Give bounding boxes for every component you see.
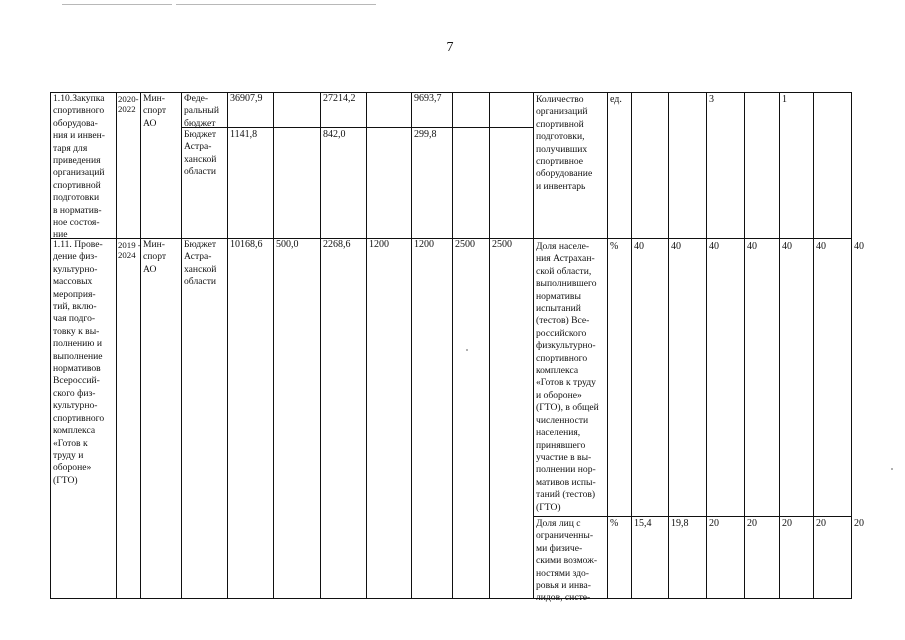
indicator-2020-cell: 40 (709, 241, 719, 252)
indicator-base-cell: 40 (634, 241, 644, 252)
table-rule (140, 92, 141, 599)
indicator-name-cell: Количество организаций спортивной подготовки, получивших спортивное оборудование и инвентарь (536, 94, 593, 192)
indicator-unit-cell: % (610, 518, 619, 529)
table-rule (631, 92, 632, 599)
table-rule (50, 238, 852, 239)
table-rule (50, 598, 852, 599)
amount-total-cell: 1141,8 (230, 129, 258, 140)
table-rule (116, 92, 117, 599)
indicator-name-cell: Доля лиц с ограниченны- ми физиче- скими возмож- ностями здо- ровья и инва- лидов, систе- (536, 518, 598, 604)
years-cell: 2019 - 2024 (118, 240, 141, 261)
amount-2021-cell: 1200 (369, 239, 389, 250)
table-rule (607, 92, 608, 599)
scan-speck (466, 349, 468, 351)
table-rule (366, 92, 367, 599)
years-cell: 2020- 2022 (118, 94, 139, 115)
indicator-2024-cell: 20 (854, 518, 864, 529)
amount-2022-cell: 9693,7 (414, 93, 442, 104)
indicator-2020-cell: 3 (709, 94, 714, 105)
table-rule (489, 92, 490, 599)
funding-source-cell: Феде- ральный бюджет (184, 93, 220, 129)
indicator-base-cell: 15,4 (634, 518, 652, 529)
indicator-2024-cell: 40 (854, 241, 864, 252)
amount-2020-cell: 842,0 (323, 129, 346, 140)
indicator-2021-cell: 20 (747, 518, 757, 529)
table-rule (813, 92, 814, 599)
top-rule (176, 4, 376, 5)
amount-total-cell: 36907,9 (230, 93, 263, 104)
table-rule (320, 92, 321, 599)
indicator-2023-cell: 40 (816, 241, 826, 252)
funding-source-cell: Бюджет Астра- ханской области (184, 129, 217, 178)
table-rule (533, 516, 852, 517)
amount-2023-cell: 2500 (455, 239, 475, 250)
indicator-2020-cell: 20 (709, 518, 719, 529)
amount-2022-cell: 1200 (414, 239, 434, 250)
indicator-2021-cell: 40 (747, 241, 757, 252)
table-rule (744, 92, 745, 599)
table-rule (452, 92, 453, 599)
amount-2019-cell: 500,0 (276, 239, 299, 250)
table-rule (273, 92, 274, 599)
table-rule (181, 92, 182, 599)
indicator-2023-cell: 20 (816, 518, 826, 529)
indicator-2022-cell: 1 (782, 94, 787, 105)
amount-2020-cell: 2268,6 (323, 239, 351, 250)
executor-cell: Мин- спорт АО (143, 93, 167, 129)
indicator-unit-cell: % (610, 241, 619, 252)
indicator-name-cell: Доля населе- ния Астрахан- ской области, выполнившего нормативы испытаний (тестов) Все- российского физкультурно- спортивного комплекса «Готов к труду и обороне» (ГТО), в общей численности населения, принявшего участие в вы- полнении нор- мативов испы- таний (тестов) (ГТО) (536, 241, 599, 513)
table-rule (181, 127, 533, 128)
scan-speck (891, 468, 893, 470)
table-rule (851, 92, 852, 599)
table-rule (227, 92, 228, 599)
table-rule (411, 92, 412, 599)
table-rule (50, 92, 852, 93)
table-rule (50, 92, 51, 599)
indicator-unit-cell: ед. (610, 94, 622, 105)
page-number: 7 (446, 40, 454, 55)
indicator-2022-cell: 20 (782, 518, 792, 529)
amount-2022-cell: 299,8 (414, 129, 437, 140)
measure-cell: 1.10.Закупка спортивного оборудова- ния и инвен- таря для приведения организаций спортивной подготовки в норматив- ное состоя- ние (53, 93, 105, 241)
table-rule (533, 92, 534, 599)
amount-2020-cell: 27214,2 (323, 93, 356, 104)
table-rule (706, 92, 707, 599)
executor-cell: Мин- спорт АО (143, 239, 167, 275)
indicator-2019-cell: 19,8 (671, 518, 689, 529)
top-rule (62, 4, 172, 5)
table-rule (779, 92, 780, 599)
measure-cell: 1.11. Прове- дение физ- культурно- массовых мероприя- тий, вклю- чая подго- товку к вы- полнению и выполнение нормативов Всероссий- ского физ- культурно- спортивного комплекса «Готов к труду и обороне» (ГТО) (53, 239, 105, 486)
indicator-2022-cell: 40 (782, 241, 792, 252)
table-rule (668, 92, 669, 599)
indicator-2019-cell: 40 (671, 241, 681, 252)
funding-source-cell: Бюджет Астра- ханской области (184, 239, 217, 288)
amount-2024-cell: 2500 (492, 239, 512, 250)
amount-total-cell: 10168,6 (230, 239, 263, 250)
